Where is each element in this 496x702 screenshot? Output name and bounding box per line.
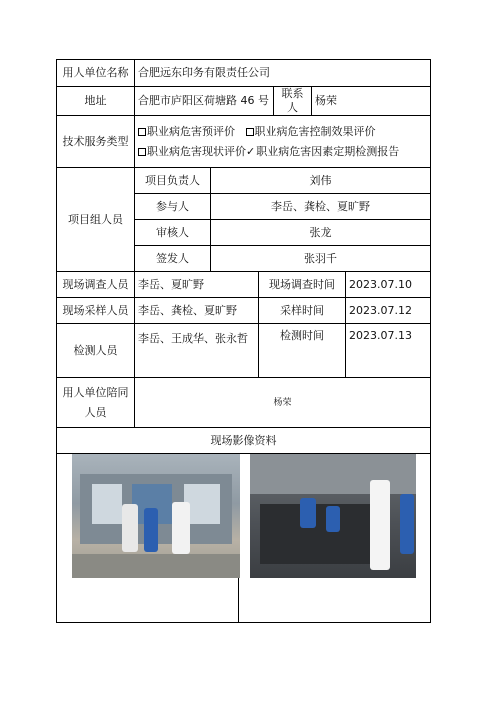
option-pre-assessment: 职业病危害预评价: [147, 124, 235, 138]
person-figure: [326, 506, 340, 532]
survey-label: 现场调查人员: [57, 272, 135, 298]
team-role: 项目负责人: [135, 168, 211, 194]
option-periodic-test: 职业病危害因素定期检测报告: [256, 144, 400, 158]
checkbox-control-effect[interactable]: [246, 128, 254, 136]
testing-label: 检测人员: [57, 324, 135, 378]
checkbox-status-assessment[interactable]: [138, 148, 146, 156]
escort-signature: 杨荣: [135, 378, 431, 428]
team-label: 项目组人员: [57, 168, 135, 272]
team-role: 审核人: [135, 220, 211, 246]
survey-time-label: 现场调查时间: [259, 272, 346, 298]
service-type-label: 技术服务类型: [57, 116, 135, 168]
person-figure: [370, 480, 390, 570]
contact-value: 杨荣: [312, 87, 431, 116]
person-figure: [400, 494, 414, 554]
survey-time: 2023.07.10: [346, 272, 431, 298]
escort-label: 用人单位陪同人员: [57, 378, 135, 428]
testing-people: 李岳、王成华、张永哲: [135, 324, 259, 378]
person-figure: [300, 498, 316, 528]
sampling-time: 2023.07.12: [346, 298, 431, 324]
images-label: 现场影像资料: [57, 428, 431, 454]
sampling-people: 李岳、龚检、夏旷野: [135, 298, 259, 324]
photos-cell: [57, 454, 431, 623]
team-name: 张羽千: [211, 246, 431, 272]
sampling-time-label: 采样时间: [259, 298, 346, 324]
team-role: 签发人: [135, 246, 211, 272]
option-control-effect: 职业病危害控制效果评价: [254, 124, 376, 138]
testing-time-label: 检测时间: [259, 324, 346, 378]
contact-label: 联系人: [274, 87, 312, 116]
team-name: 刘伟: [211, 168, 431, 194]
sampling-label: 现场采样人员: [57, 298, 135, 324]
employer-label: 用人单位名称: [57, 60, 135, 87]
service-info-table: [56, 59, 431, 623]
team-role: 参与人: [135, 194, 211, 220]
option-status-assessment: 职业病危害现状评价: [147, 144, 246, 158]
checkbox-pre-assessment[interactable]: [138, 128, 146, 136]
checkmark-icon[interactable]: ✓: [246, 144, 256, 158]
person-figure: [144, 508, 158, 552]
service-type-options: [135, 116, 431, 168]
address-label: 地址: [57, 87, 135, 116]
testing-time: 2023.07.13: [346, 324, 431, 378]
site-photo-entrance: [72, 454, 240, 578]
site-photo-workshop: [250, 454, 416, 578]
team-name: 李岳、龚检、夏旷野: [211, 194, 431, 220]
address-value: 合肥市庐阳区荷塘路 46 号: [135, 87, 274, 116]
survey-people: 李岳、夏旷野: [135, 272, 259, 298]
team-name: 张龙: [211, 220, 431, 246]
person-figure: [172, 502, 190, 554]
person-figure: [122, 504, 138, 552]
employer-value: 合肥远东印务有限责任公司: [135, 60, 431, 87]
